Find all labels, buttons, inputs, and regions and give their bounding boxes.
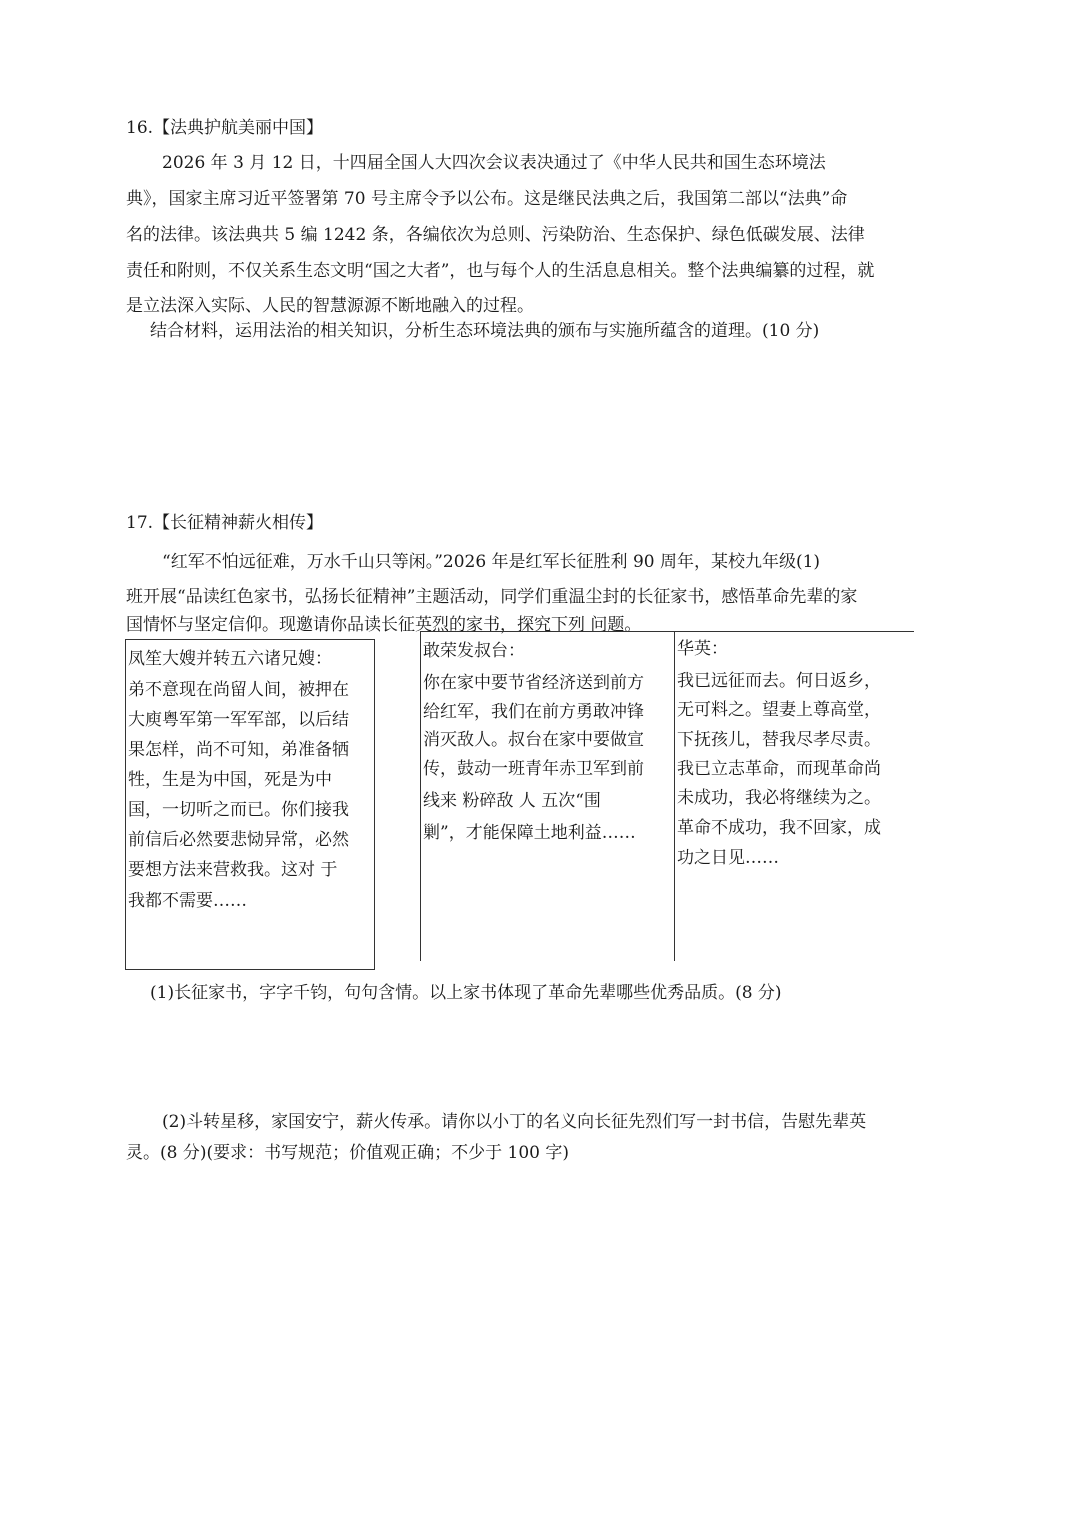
- q16-para-line: 是立法深入实际、人民的智慧源源不断地融入的过程。: [126, 296, 534, 316]
- letter-3-line: 我已立志革命，而现革命尚: [677, 759, 881, 779]
- letter-3-line: 革命不成功，我不回家，成: [677, 818, 881, 838]
- letter-2-divider: [420, 631, 421, 961]
- letter-1-line: 弟不意现在尚留人间，被押在: [128, 680, 349, 700]
- letter-3-line: 功之日见……: [677, 848, 779, 868]
- q16-para-line: 责任和附则，不仅关系生态文明“国之大者”，也与每个人的生活息息相关。整个法典编纂的过程，就: [126, 261, 875, 281]
- letter-1-line: 我都不需要……: [128, 891, 247, 911]
- letter-2-line: 剿”，才能保障土地利益……: [423, 823, 636, 843]
- letter-2-greeting: 敢荣发叔台：: [423, 641, 525, 661]
- q17-intro-line: 班开展“品读红色家书，弘扬长征精神”主题活动，同学们重温尘封的长征家书，感悟革命先辈的家: [126, 587, 858, 607]
- letter-1-line: 果怎样，尚不可知，弟准备牺: [128, 740, 349, 760]
- q17-title: 17.【长征精神薪火相传】: [126, 513, 324, 533]
- q17-sub2-line: (2)斗转星移，家国安宁，薪火传承。请你以小丁的名义向长征先烈们写一封书信，告慰先辈英: [162, 1112, 867, 1132]
- letter-1-line: 国，一切听之而已。你们接我: [128, 800, 349, 820]
- letter-1-line: 大庾粤军第一军军部，以后结: [128, 710, 349, 730]
- letter-1-line: 要想方法来营救我。这对 于: [128, 860, 338, 880]
- q16-para-line: 典》，国家主席习近平签署第 70 号主席令予以公布。这是继民法典之后，我国第二部以“法典”命: [126, 189, 848, 209]
- q17-intro-line: “红军不怕远征难，万水千山只等闲。”2026 年是红军长征胜利 90 周年，某校九年级(1): [162, 552, 821, 572]
- letter-1-line: 前信后必然要悲恸异常，必然: [128, 830, 349, 850]
- letter-1-line: 牲，生是为中国，死是为中: [128, 770, 332, 790]
- letter-2-line: 你在家中要节省经济送到前方: [423, 673, 644, 693]
- letter-3-line: 无可料之。望妻上尊高堂，: [677, 700, 881, 720]
- q16-title: 16.【法典护航美丽中国】: [126, 118, 324, 138]
- letter-2-line: 消灭敌人。叔台在家中要做宣: [423, 730, 644, 750]
- q16-para-line: 2026 年 3 月 12 日，十四届全国人大四次会议表决通过了《中华人民共和国生态环境法: [162, 153, 826, 173]
- letters-top-rule: [420, 631, 914, 632]
- q16-para-line: 名的法律。该法典共 5 编 1242 条，各编依次为总则、污染防治、生态保护、绿色低碳发展、法律: [126, 225, 865, 245]
- letter-2-line: 传，鼓动一班青年赤卫军到前: [423, 759, 644, 779]
- letter-3-line: 我已远征而去。何日返乡，: [677, 671, 881, 691]
- letter-1-greeting: 凤笙大嫂并转五六诸兄嫂：: [128, 649, 332, 669]
- letter-2-line: 给红军，我们在前方勇敢冲锋: [423, 702, 644, 722]
- q17-sub1: (1)长征家书，字字千钧，句句含情。以上家书体现了革命先辈哪些优秀品质。(8 分): [150, 983, 782, 1003]
- letter-3-divider: [674, 631, 675, 961]
- q17-intro-line: 国情怀与坚定信仰。现邀请你品读长征英烈的家书，探究下列 问题。: [126, 615, 642, 635]
- letter-3-line: 下抚孩儿，替我尽孝尽责。: [677, 730, 881, 750]
- letter-2-line: 线来 粉碎敌 人 五次“围: [423, 791, 601, 811]
- letter-3-line: 未成功，我必将继续为之。: [677, 788, 881, 808]
- q17-sub2-line: 灵。(8 分)(要求：书写规范；价值观正确；不少于 100 字): [126, 1143, 570, 1163]
- q16-question: 结合材料，运用法治的相关知识，分析生态环境法典的颁布与实施所蕴含的道理。(10 分): [150, 321, 820, 341]
- letter-3-greeting: 华英：: [677, 639, 728, 659]
